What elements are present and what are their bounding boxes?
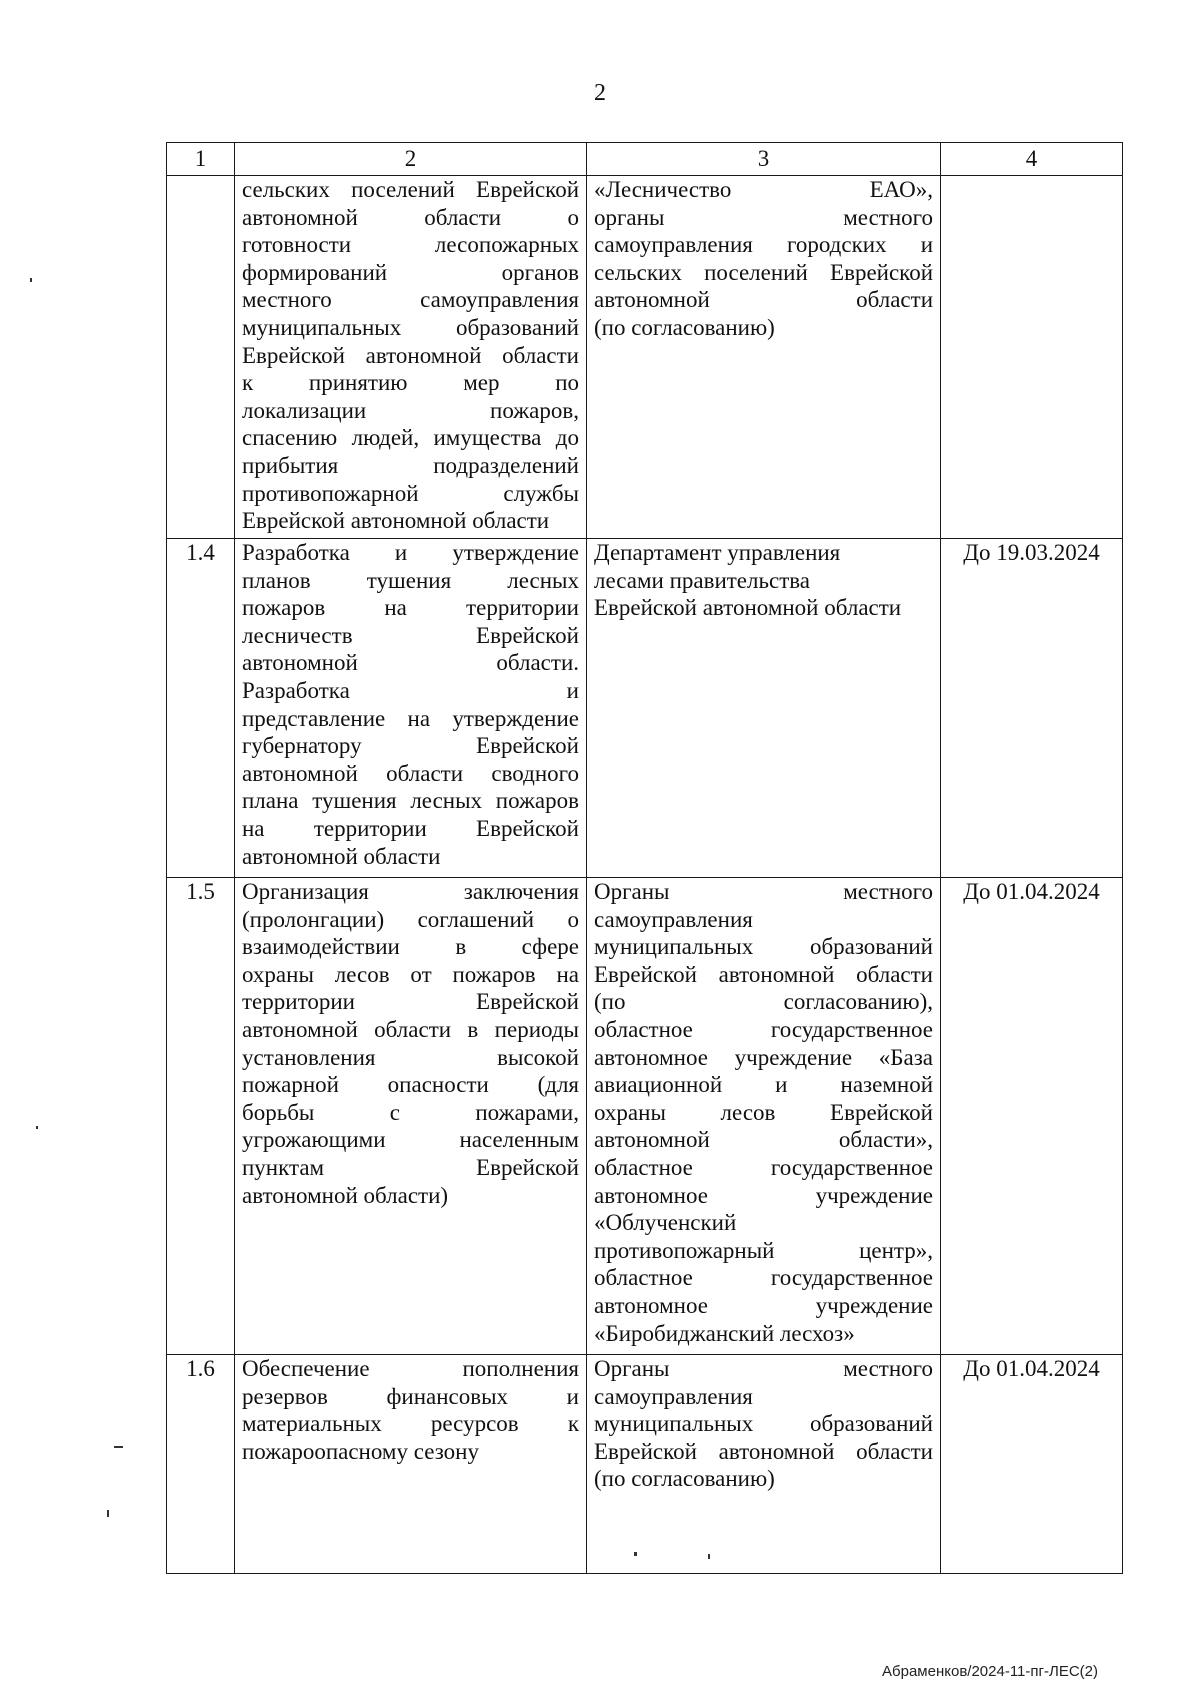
cell-line: установления высокой [242, 1044, 579, 1070]
scan-speck [114, 1446, 123, 1448]
header-cell-3: 3 [587, 143, 941, 176]
task-cell [235, 176, 587, 539]
responsible-cell [587, 1355, 941, 1574]
cell-line: Органы местного [594, 1356, 933, 1381]
table-row [167, 176, 1123, 539]
page-number: 2 [594, 80, 606, 106]
scan-speck [708, 1554, 710, 1559]
table-header-row [167, 143, 1123, 176]
cell-line: формирований органов [242, 259, 579, 285]
cell-line: прибытия подразделений [242, 452, 579, 478]
cell-line: (по согласованию) [594, 1466, 775, 1492]
cell-line: Разработка и [242, 677, 579, 703]
cell-line: спасению людей, имущества до [242, 425, 579, 451]
cell-line: автономное учреждение [594, 1292, 933, 1318]
cell-line: резервов финансовых и [242, 1383, 579, 1409]
cell-line: представление на утверждение [242, 705, 579, 731]
cell-line: самоуправления городских и [594, 232, 933, 258]
cell-line: местного самоуправления [242, 287, 579, 313]
cell-line: готовности лесопожарных [242, 232, 579, 258]
cell-line: противопожарный центр», [594, 1237, 933, 1263]
header-cell-4: 4 [941, 143, 1123, 176]
cell-line: автономной области. [242, 650, 579, 676]
header-cell-2: 2 [235, 143, 587, 176]
table-row [167, 878, 1123, 1355]
cell-line: сельских поселений Еврейской [242, 177, 579, 202]
deadline-cell: До 19.03.2024 [941, 539, 1123, 878]
cell-line: автономное учреждение [594, 1182, 933, 1208]
cell-line: (пролонгации) соглашений о [242, 906, 579, 932]
cell-line: лесничеств Еврейской [242, 622, 579, 648]
cell-line: «Биробиджанский лесхоз» [594, 1320, 855, 1346]
row-number [167, 176, 235, 539]
cell-line: Обеспечение пополнения [242, 1356, 579, 1381]
header-cell-1: 1 [167, 143, 235, 176]
cell-line: авиационной и наземной [594, 1072, 933, 1098]
cell-line: автономной области сводного [242, 760, 579, 786]
cell-line: автономной области», [594, 1127, 933, 1153]
cell-line: охраны лесов Еврейской [594, 1099, 933, 1125]
cell-line: Еврейской автономной области [594, 595, 902, 621]
cell-line: пожаров на территории [242, 595, 579, 621]
cell-line: муниципальных образований [594, 1411, 933, 1437]
task-cell [235, 878, 587, 1355]
cell-line: лесами правительства [594, 567, 811, 593]
cell-line: автономной области [594, 287, 933, 313]
table-row [167, 1355, 1123, 1574]
task-cell [235, 1355, 587, 1574]
table-row [167, 539, 1123, 878]
cell-line: (по согласованию) [594, 314, 775, 340]
cell-line: пожароопасному сезону [242, 1438, 479, 1464]
responsible-cell [587, 176, 941, 539]
cell-line: материальных ресурсов к [242, 1411, 579, 1437]
cell-line: планов тушения лесных [242, 567, 579, 593]
cell-line: областное государственное [594, 1016, 933, 1042]
cell-line: самоуправления [594, 1383, 753, 1409]
cell-line: пунктам Еврейской [242, 1154, 579, 1180]
cell-line: Разработка и утверждение [242, 540, 579, 565]
cell-line: пожарной опасности (для [242, 1072, 579, 1098]
cell-line: на территории Еврейской [242, 815, 579, 841]
cell-line: автономной области [242, 843, 441, 869]
scan-speck [634, 1552, 637, 1556]
cell-line: Еврейской автономной области [594, 961, 933, 987]
row-number: 1.4 [167, 539, 235, 878]
cell-line: Организация заключения [242, 879, 579, 904]
deadline-cell [941, 176, 1123, 539]
cell-line: охраны лесов от пожаров на [242, 961, 579, 987]
cell-line: угрожающими населенным [242, 1127, 579, 1153]
cell-line: органы местного [594, 204, 933, 230]
cell-line: автономной области о [242, 204, 579, 230]
cell-line: Органы местного [594, 879, 933, 904]
cell-line: автономной области в периоды [242, 1016, 579, 1042]
scan-speck [30, 278, 32, 282]
row-number: 1.6 [167, 1355, 235, 1574]
cell-line: Еврейской автономной области [594, 1438, 933, 1464]
task-cell [235, 539, 587, 878]
cell-line: Еврейской автономной области [242, 342, 579, 368]
responsible-cell [587, 539, 941, 878]
cell-line: «Лесничество ЕАО», [594, 177, 933, 202]
deadline-cell: До 01.04.2024 [941, 1355, 1123, 1574]
cell-line: (по согласованию), [594, 989, 933, 1015]
cell-line: противопожарной службы [242, 480, 579, 506]
scan-speck [36, 1126, 38, 1129]
row-number: 1.5 [167, 878, 235, 1355]
cell-line: взаимодействии в сфере [242, 934, 579, 960]
cell-line: областное государственное [594, 1265, 933, 1291]
cell-line: самоуправления [594, 906, 753, 932]
cell-line: борьбы с пожарами, [242, 1099, 579, 1125]
cell-line: «Облученский [594, 1210, 737, 1236]
cell-line: муниципальных образований [594, 934, 933, 960]
measures-table [166, 142, 1123, 1574]
responsible-cell [587, 878, 941, 1355]
cell-line: к принятию мер по [242, 370, 579, 396]
scan-speck [107, 1510, 109, 1517]
cell-line: автономное учреждение «База [594, 1044, 933, 1070]
document-registration-code: Абраменков/2024-11-пг-ЛЕС(2) [882, 1663, 1098, 1680]
cell-line: Еврейской автономной области [242, 508, 550, 534]
cell-line: локализации пожаров, [242, 397, 579, 423]
cell-line: областное государственное [594, 1154, 933, 1180]
cell-line: территории Еврейской [242, 989, 579, 1015]
cell-line: плана тушения лесных пожаров [242, 788, 579, 814]
deadline-cell: До 01.04.2024 [941, 878, 1123, 1355]
cell-line: губернатору Еврейской [242, 733, 579, 759]
cell-line: автономной области) [242, 1182, 449, 1208]
cell-line: муниципальных образований [242, 314, 579, 340]
cell-line: Департамент управления [594, 540, 841, 565]
cell-line: сельских поселений Еврейской [594, 259, 933, 285]
